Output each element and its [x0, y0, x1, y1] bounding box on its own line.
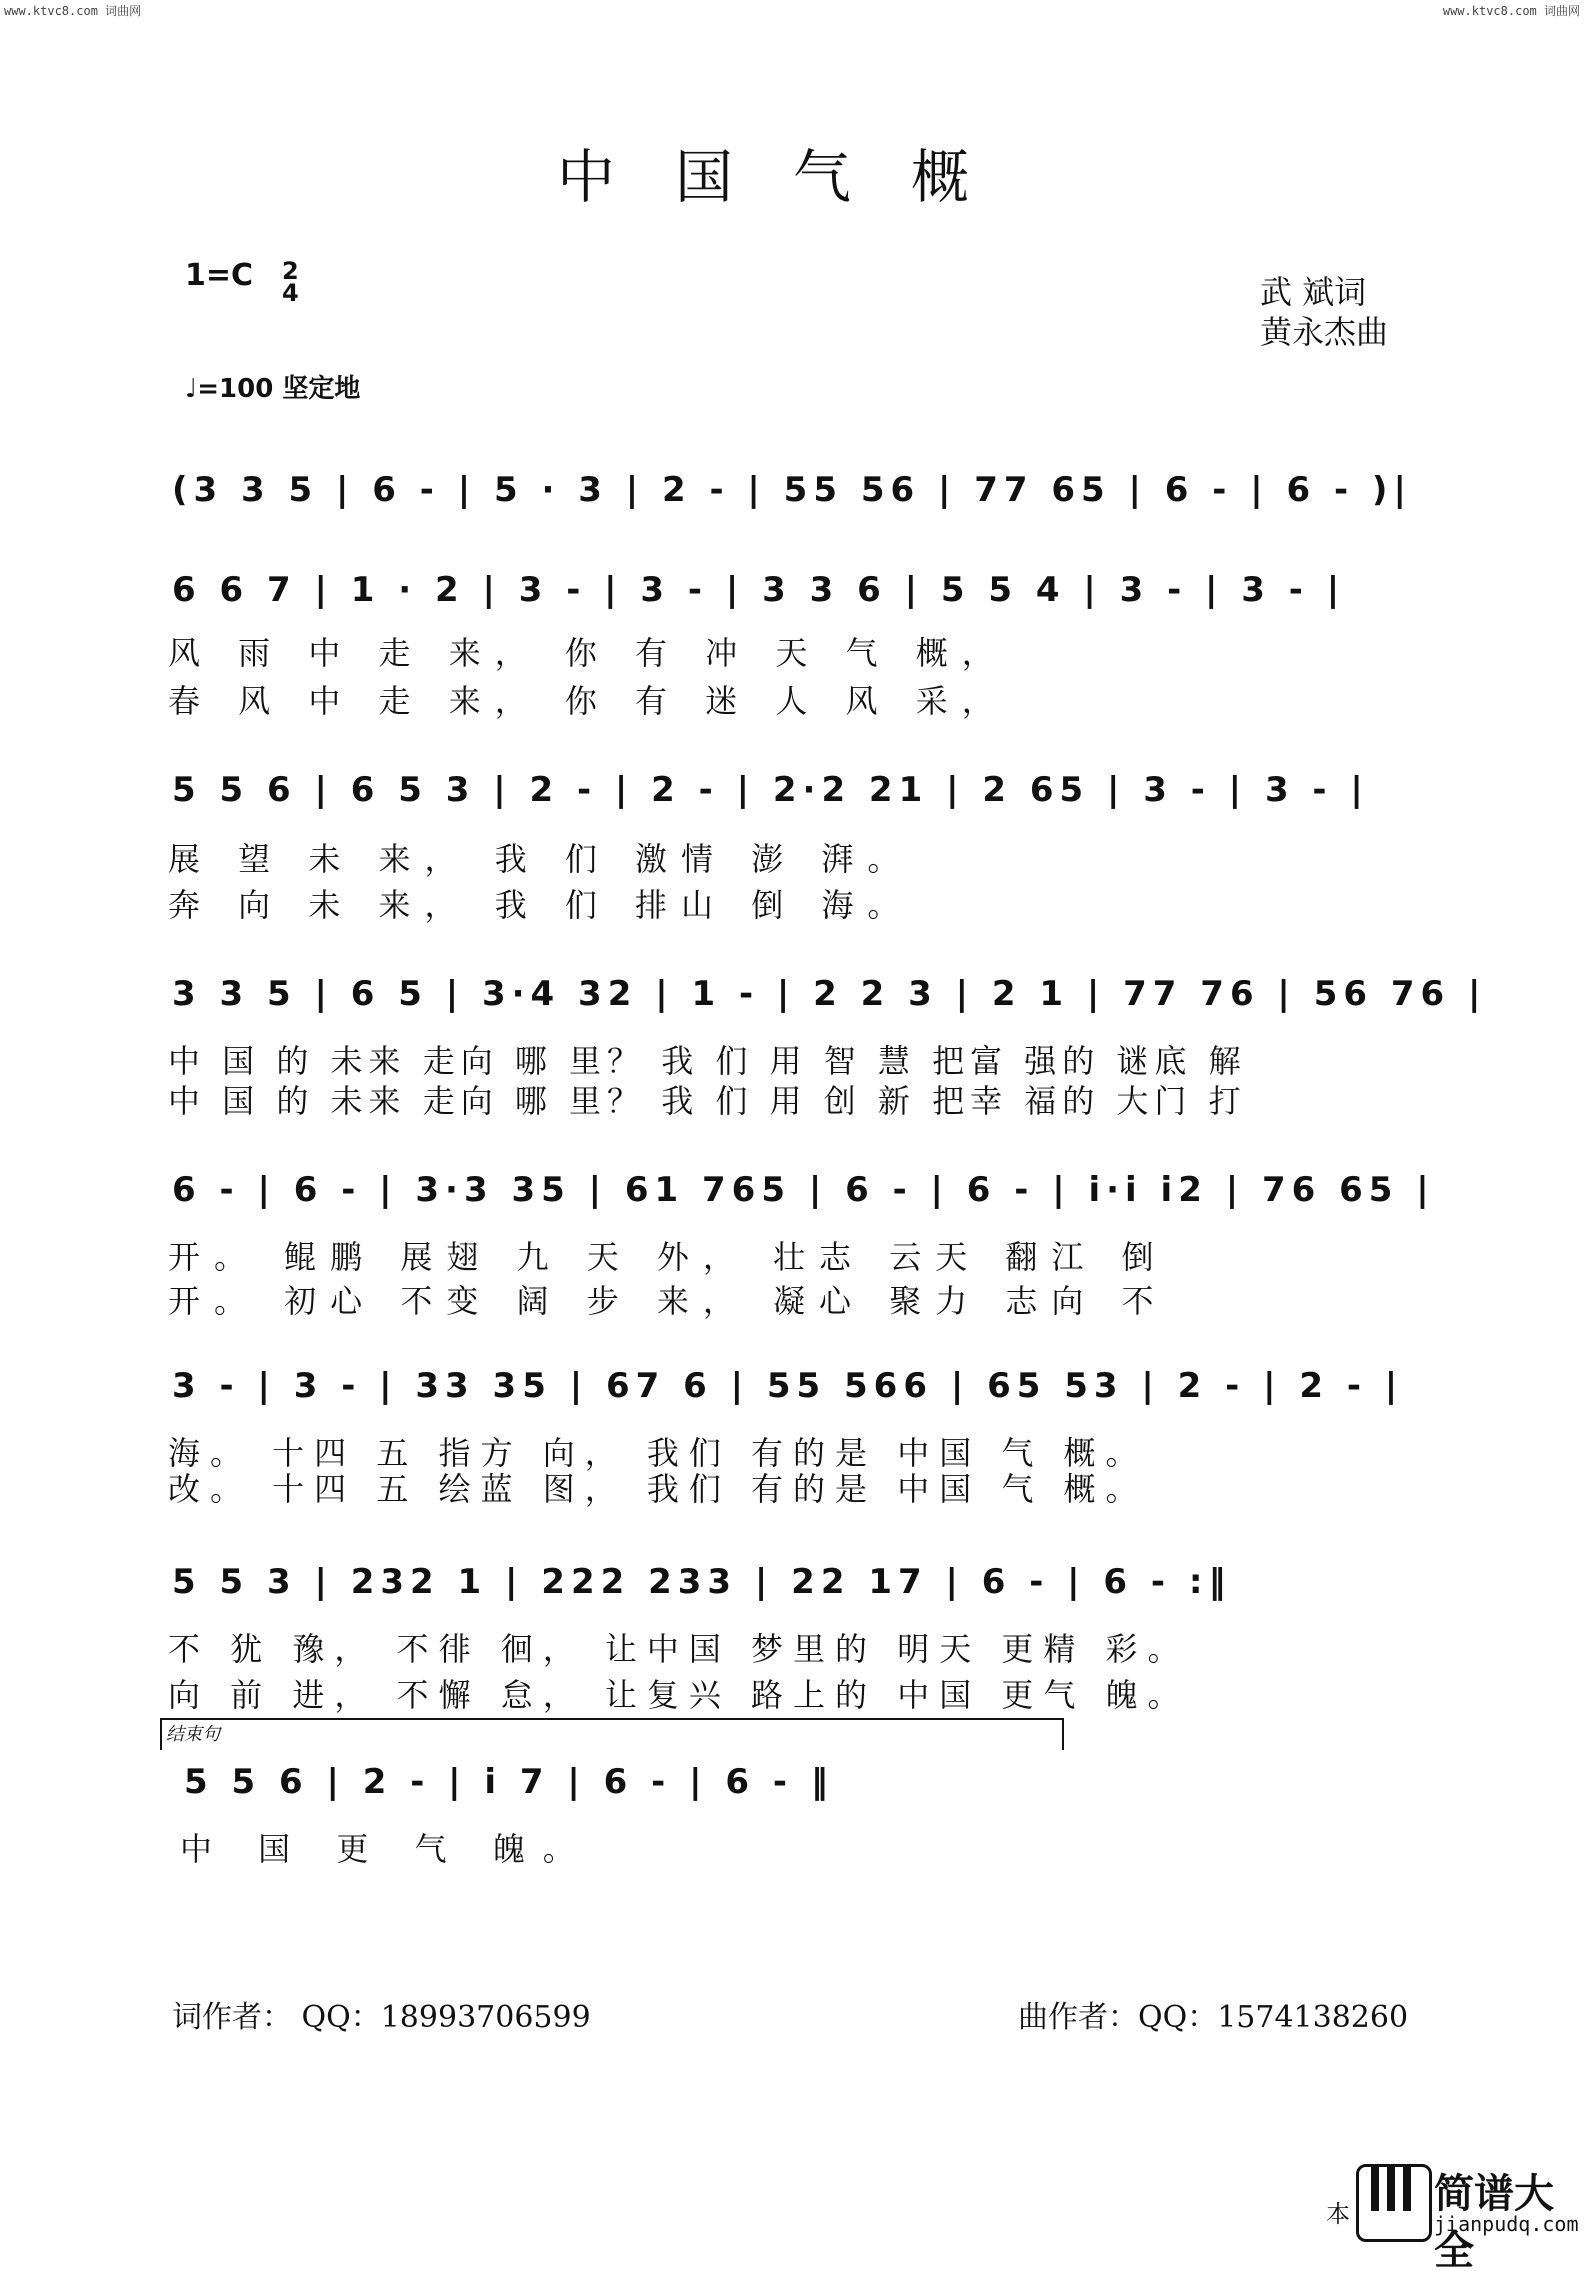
lyric-line-2-verse-1: 风 雨 中 走 来， 你 有 冲 天 气 概，	[168, 634, 1008, 672]
song-title: 中国气概	[556, 143, 1029, 211]
credits	[1260, 272, 1388, 352]
lyric-line-7-verse-1: 不 犹 豫， 不徘 徊， 让中国 梦里的 明天 更精 彩。	[168, 1630, 1190, 1668]
lyric-line-2-verse-2: 春 风 中 走 来， 你 有 迷 人 风 采，	[168, 682, 1008, 720]
lyric-line-3-verse-2: 奔 向 未 来， 我 们 排山 倒 海。	[168, 886, 914, 924]
meter-top: 2	[282, 257, 299, 285]
site-logo	[1340, 2160, 1580, 2274]
lyric-line-4-verse-1: 中 国 的 未来 走向 哪 里？ 我 们 用 智 慧 把富 强的 谜底 解	[168, 1042, 1247, 1080]
time-signature	[282, 257, 299, 307]
score-line-7: 5 5 3 | 232 1 | 222 233 | 22 17 | 6 - | 6 - :‖	[172, 1562, 1232, 1602]
lyric-line-6-verse-1: 海。 十四 五 指方 向， 我们 有的是 中国 气 概。	[168, 1434, 1148, 1472]
footer-composer-contact: 曲作者：QQ：1574138260	[1018, 2000, 1409, 2035]
lyric-line-7-verse-2: 向 前 进， 不懈 怠， 让复兴 路上的 中国 更气 魄。	[168, 1676, 1190, 1714]
ending-bracket	[160, 1718, 1064, 1750]
watermark-left: www.ktvc8.com 词曲网	[4, 4, 142, 18]
score-line-5: 6 - | 6 - | 3·3 35 | 61 765 | 6 - | 6 - | i·i i2 | 76 65 |	[172, 1170, 1435, 1210]
logo-name: 简谱大全	[1434, 2171, 1554, 2274]
score-line-6: 3 - | 3 - | 33 35 | 67 6 | 55 566 | 65 53 | 2 - | 2 - |	[172, 1366, 1404, 1406]
lyric-line-6-verse-2: 改。 十四 五 绘蓝 图， 我们 有的是 中国 气 概。	[168, 1470, 1148, 1508]
score-line-ending: 5 5 6 | 2 - | i 7 | 6 - | 6 - ‖	[184, 1762, 834, 1802]
lyric-line-5-verse-1: 开。 鲲鹏 展翅 九 天 外， 壮志 云天 翻江 倒	[168, 1238, 1168, 1276]
score-line-1: (3 3 5 | 6 - | 5 · 3 | 2 - | 55 56 | 77 65 | 6 - | 6 - )|	[172, 470, 1412, 510]
logo-url: jianpudq.com	[1434, 2212, 1579, 2236]
score-line-2: 6 6 7 | 1 · 2 | 3 - | 3 - | 3 3 6 | 5 5 4 | 3 - | 3 - |	[172, 570, 1346, 610]
score-line-4: 3 3 5 | 6 5 | 3·4 32 | 1 - | 2 2 3 | 2 1 | 77 76 | 56 76 |	[172, 974, 1487, 1014]
lyric-line-4-verse-2: 中 国 的 未来 走向 哪 里？ 我 们 用 创 新 把幸 福的 大门 打	[168, 1082, 1247, 1120]
footer-lyricist-contact: 词作者： QQ：18993706599	[172, 2000, 591, 2035]
meter-bottom: 4	[282, 279, 299, 307]
piano-icon	[1356, 2164, 1432, 2242]
composer-credit: 黄永杰曲	[1260, 313, 1389, 351]
ending-label: 结束句	[166, 1724, 220, 1745]
tempo-marking: ♩=100 坚定地	[185, 374, 361, 404]
lyric-line-ending: 中 国 更 气 魄。	[180, 1830, 593, 1868]
lyric-line-5-verse-2: 开。 初心 不变 阔 步 来， 凝心 聚力 志向 不	[168, 1282, 1168, 1320]
lyricist-credit: 武 斌词	[1260, 273, 1367, 311]
lyric-line-3-verse-1: 展 望 未 来， 我 们 激情 澎 湃。	[168, 840, 914, 878]
score-line-3: 5 5 6 | 6 5 3 | 2 - | 2 - | 2·2 21 | 2 65 | 3 - | 3 - |	[172, 770, 1369, 810]
page-char: 本	[1326, 2200, 1350, 2228]
key-signature: 1=C	[185, 258, 254, 293]
watermark-right: www.ktvc8.com 词曲网	[1442, 4, 1580, 18]
